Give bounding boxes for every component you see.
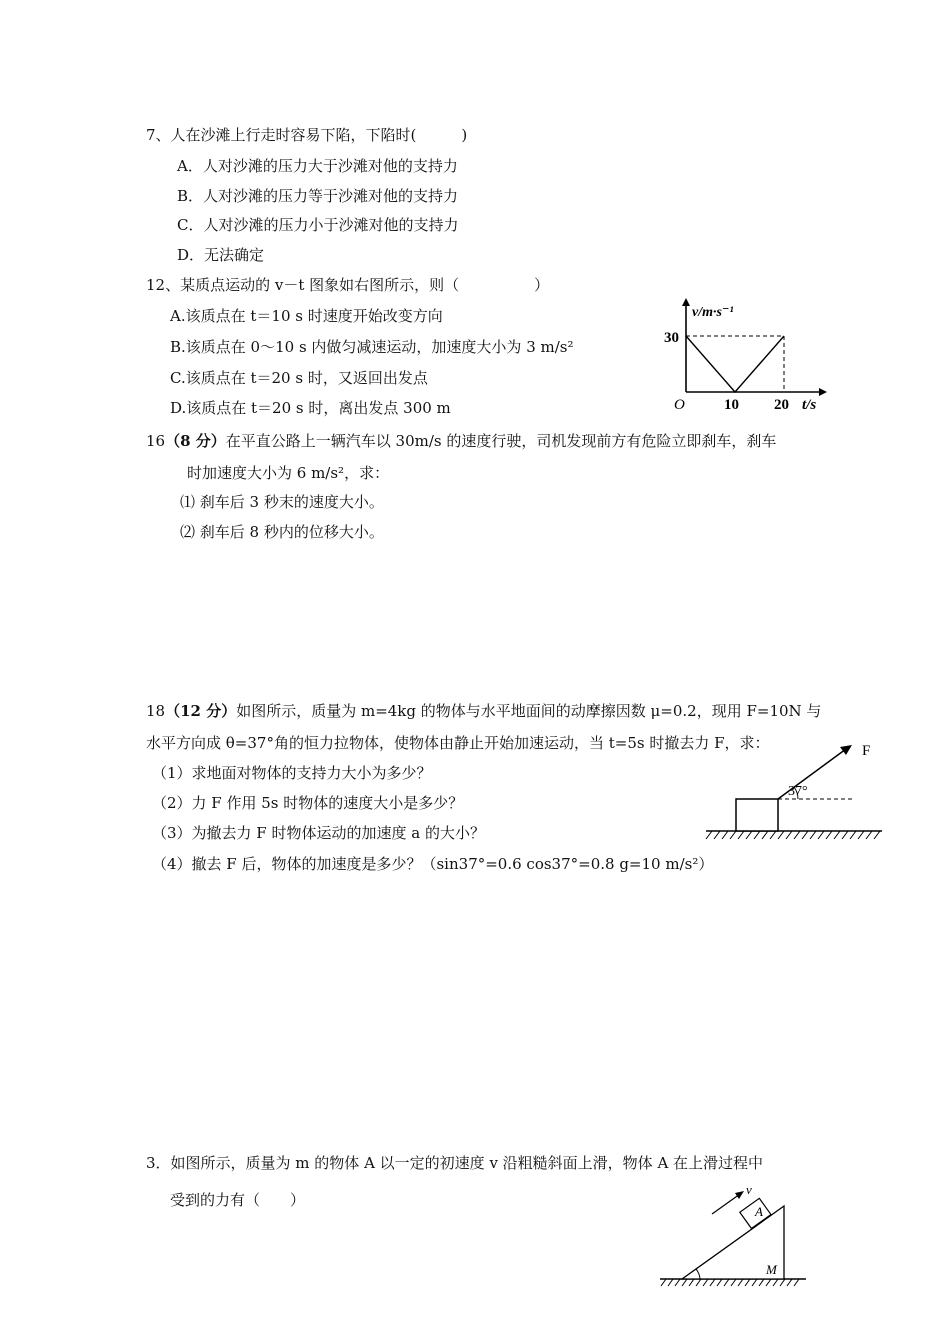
q18-sub1: （1）求地面对物体的支持力大小为多少？ (152, 764, 432, 782)
q12-stem: 12、某质点运动的 v－t 图象如右图所示，则（ ） (146, 276, 550, 294)
q7-stem: 7、人在沙滩上行走时容易下陷，下陷时( ) (146, 126, 468, 144)
q12-option-d: D.该质点在 t＝20 s 时，离出发点 300 m (170, 399, 451, 417)
vt-origin: O (674, 397, 685, 413)
vt-xtick-10: 10 (724, 397, 739, 413)
incline-diagram (656, 1180, 816, 1292)
vt-ylabel: v/m·s⁻¹ (692, 305, 734, 320)
q18-sub2: （2）力 F 作用 5s 时物体的速度大小是多少？ (152, 794, 464, 812)
vt-graph (660, 292, 840, 422)
block (736, 799, 778, 831)
q16-sub1: ⑴ 刹车后 3 秒末的速度大小。 (180, 493, 384, 511)
vt-xtick-20: 20 (774, 397, 789, 413)
q7-option-d: D．无法确定 (177, 246, 265, 264)
q18-stem-line1 (146, 700, 821, 722)
q16-sub2: ⑵ 刹车后 8 秒内的位移大小。 (180, 523, 384, 541)
slope-label: M (766, 1262, 777, 1277)
q12-option-b: B.该质点在 0～10 s 内做匀减速运动，加速度大小为 3 m/s² (170, 338, 574, 356)
q18-number: 18 (146, 702, 166, 720)
block-a-label: A (755, 1204, 763, 1219)
force-diagram (700, 735, 890, 845)
vt-ytick: 30 (664, 330, 679, 346)
q16-stem-line2: 时加速度大小为 6 m/s²，求： (187, 464, 390, 482)
q12-option-a: A.该质点在 t＝10 s 时速度开始改变方向 (170, 307, 443, 325)
force-label: F (862, 743, 871, 759)
q18-stem-text: 如图所示，质量为 m=4kg 的物体与水平地面间的动摩擦因数 μ=0.2，现用 F=10N 与 (236, 702, 822, 720)
q18-score: （12 分） (165, 702, 237, 720)
q16-stem-line1 (146, 430, 776, 452)
vt-xlabel: t/s (802, 397, 817, 413)
q7-option-c: C．人对沙滩的压力小于沙滩对他的支持力 (177, 216, 459, 234)
q3-stem-line2: 受到的力有（ ） (170, 1191, 306, 1209)
q18-sub3: （3）为撤去力 F 时物体运动的加速度 a 的大小？ (152, 824, 485, 842)
q7-option-b: B．人对沙滩的压力等于沙滩对他的支持力 (177, 187, 459, 205)
q16-number: 16 (146, 432, 166, 450)
angle-label: 37° (788, 784, 808, 799)
q16-stem-text: 在平直公路上一辆汽车以 30m/s 的速度行驶，司机发现前方有危险立即刹车，刹车 (225, 432, 777, 450)
q18-sub4: （4）撤去 F 后，物体的加速度是多少？（sin37°=0.6 cos37°=0.8 g=10 m/s²） (152, 855, 714, 873)
velocity-label: v (746, 1182, 752, 1197)
q3-stem-line1: 3．如图所示，质量为 m 的物体 A 以一定的初速度 v 沿粗糙斜面上滑，物体 A 在上滑过程中 (146, 1154, 764, 1172)
q7-option-a: A．人对沙滩的压力大于沙滩对他的支持力 (177, 157, 458, 175)
q18-stem-line2: 水平方向成 θ=37°角的恒力拉物体，使物体由静止开始加速运动，当 t=5s 时撤去力 F，求： (146, 734, 770, 752)
q16-score: （8 分） (165, 432, 226, 450)
q12-option-c: C.该质点在 t＝20 s 时，又返回出发点 (170, 369, 428, 387)
